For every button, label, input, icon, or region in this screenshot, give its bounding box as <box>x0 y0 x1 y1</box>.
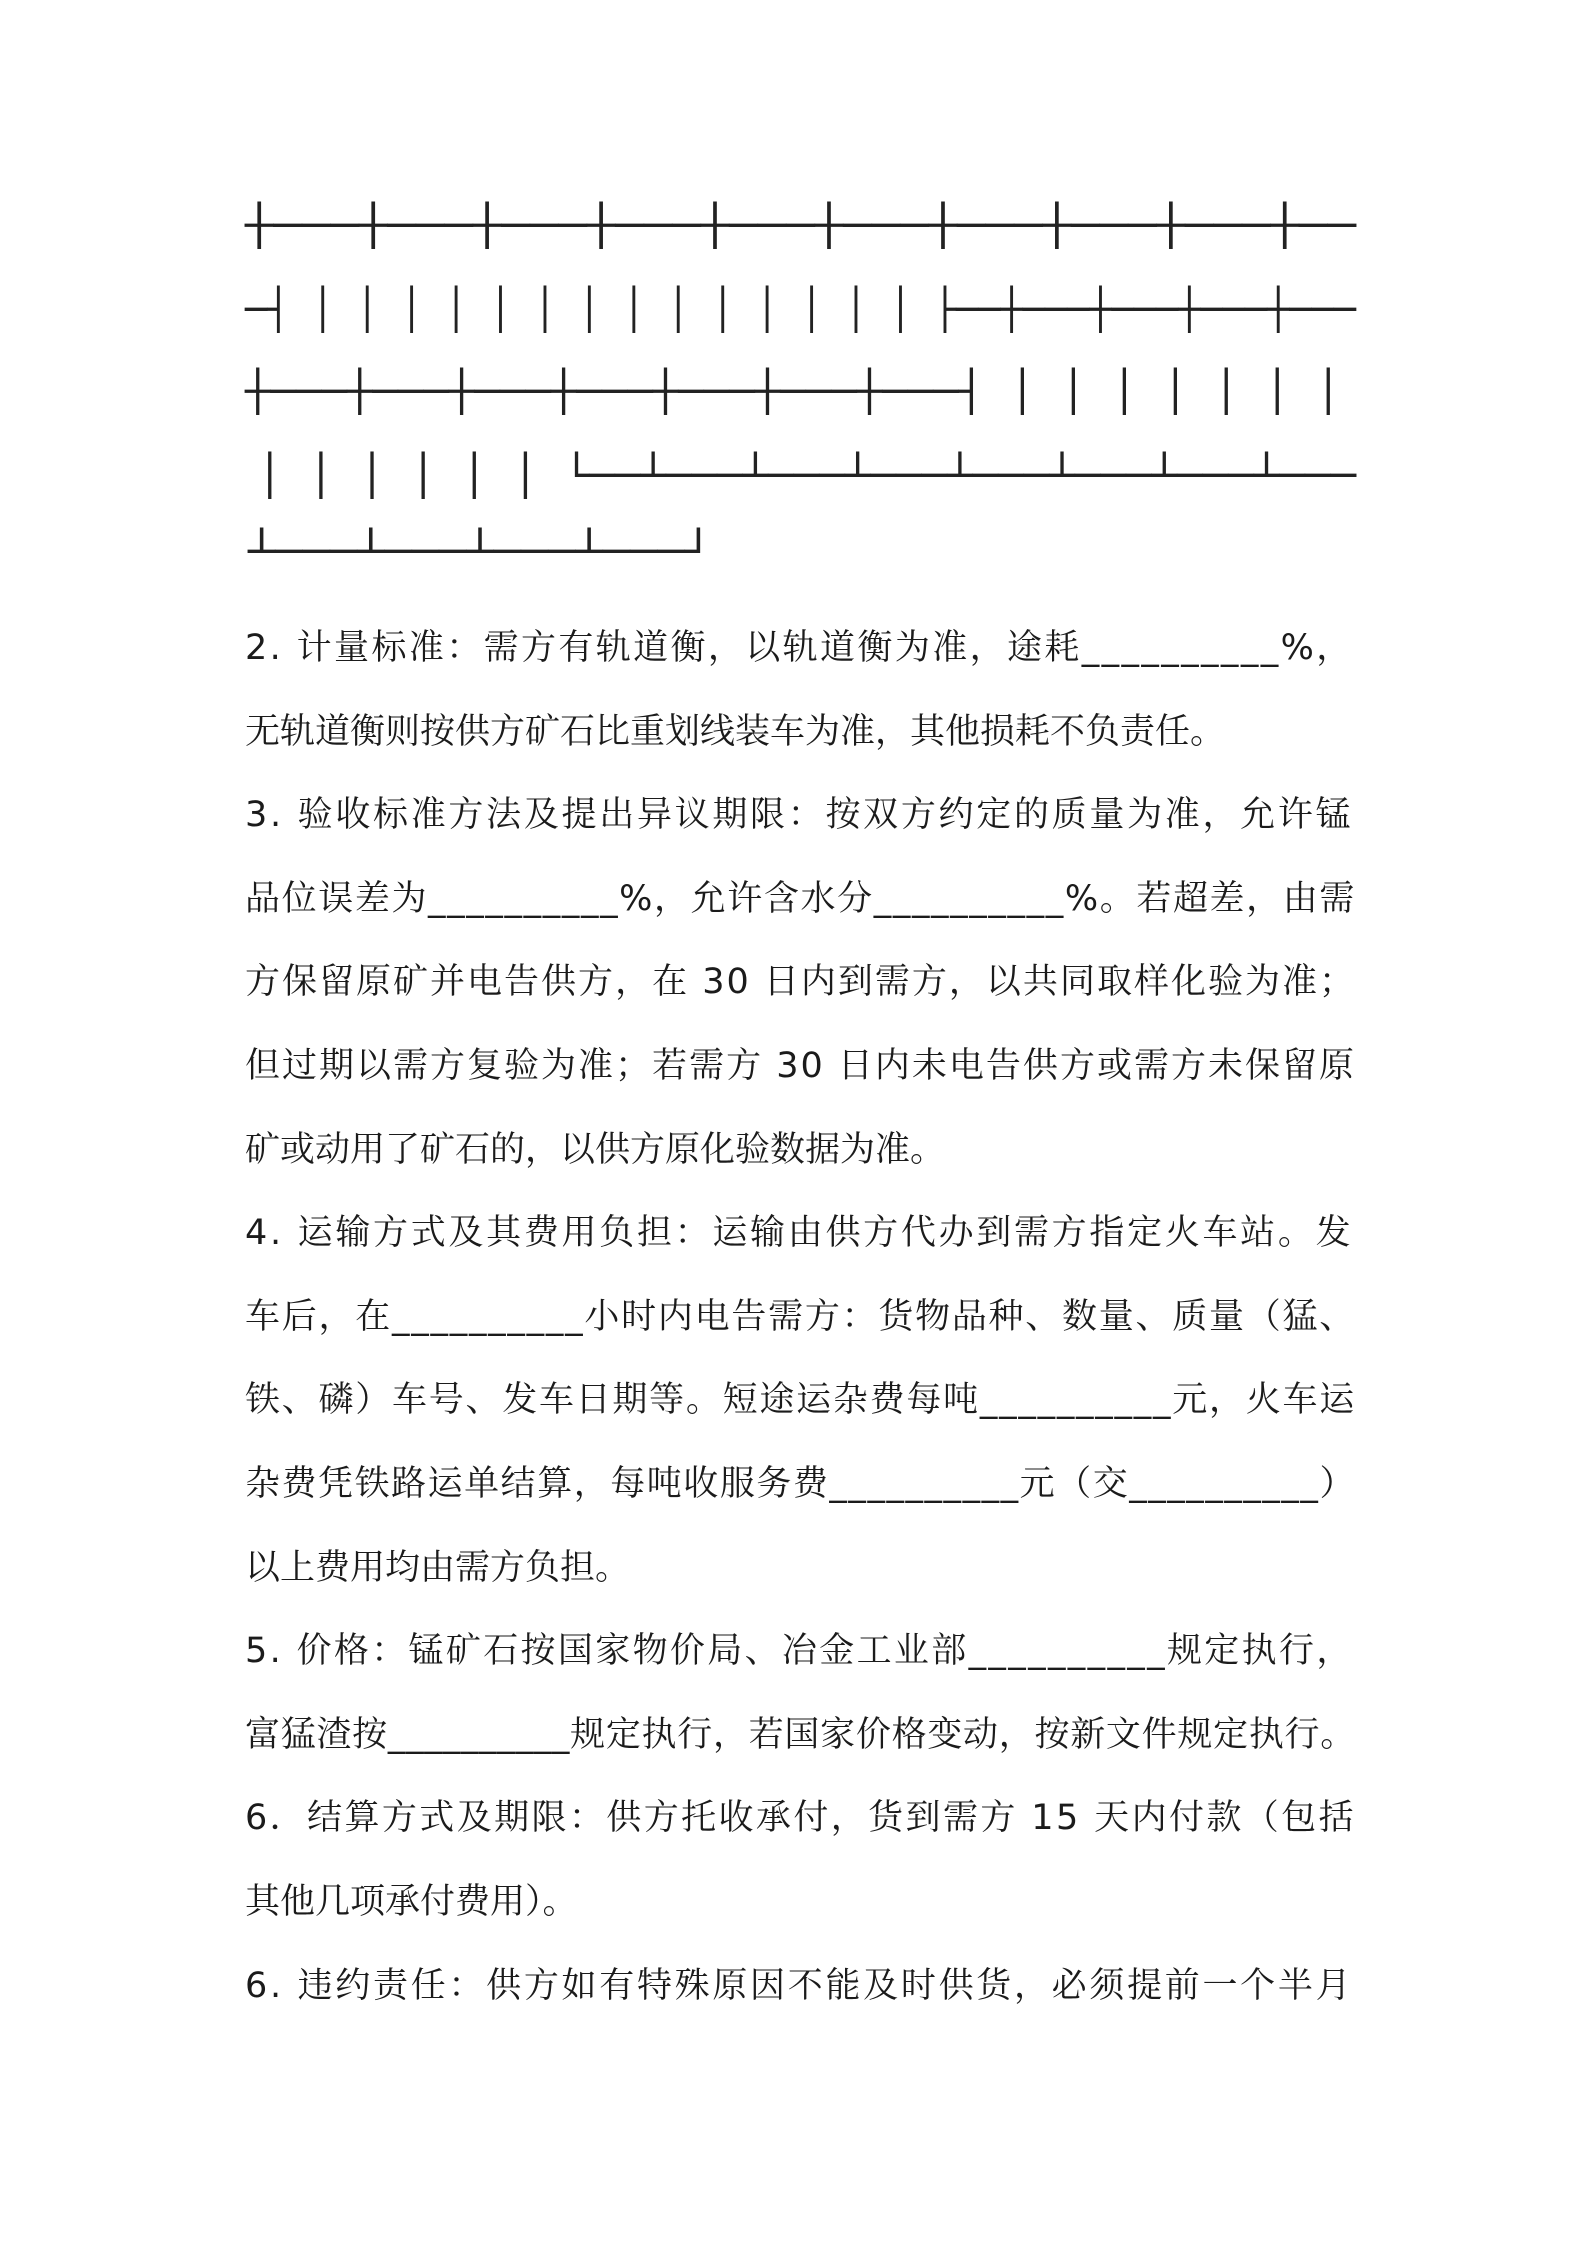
clause-4-line <box>245 1527 1356 1611</box>
table-border-glyphs: ─┤ │ │ │ │ │ │ │ │ │ │ │ │ │ │ ├──┼───┼───┼───┼─── <box>245 287 1356 333</box>
text-line: 6. 违约责任：供方如有特殊原因不能及时供货，必须提前一个半月 <box>245 1965 1354 2006</box>
text-line: 以上费用均由需方负担。 <box>245 1547 631 1588</box>
text-line: 铁、磷）车号、发车日期等。短途运杂费每吨__________元，火车运 <box>245 1380 1356 1421</box>
clause-3-line <box>245 858 1356 942</box>
table-border-glyphs: │ │ │ │ │ │ └──┴───┴───┴───┴───┴───┴───┴─── <box>257 453 1356 499</box>
text-line: 车后，在__________小时内电告需方：货物品种、数量、质量（猛、 <box>245 1296 1356 1337</box>
text-line: 方保留原矿并电告供方，在 30 日内到需方，以共同取样化验为准； <box>245 962 1356 1003</box>
text-line: 4. 运输方式及其费用负担：运输由供方代办到需方指定火车站。发 <box>245 1213 1354 1254</box>
clause-3-line <box>245 774 1356 858</box>
clause-4-line <box>245 1192 1356 1276</box>
clause-4-line <box>245 1443 1356 1527</box>
clause-6-settlement-line <box>245 1861 1356 1945</box>
clause-3-line <box>245 1109 1356 1193</box>
clause-4-line <box>245 1276 1356 1360</box>
table-border-row <box>257 452 1356 500</box>
text-line: 6．结算方式及期限：供方托收承付，货到需方 15 天内付款（包括 <box>245 1798 1356 1839</box>
text-line: 2. 计量标准：需方有轨道衡，以轨道衡为准，途耗__________%， <box>245 628 1354 668</box>
text-line: 5. 价格：锰矿石按国家物价局、冶金工业部__________规定执行， <box>245 1631 1354 1672</box>
text-line: 但过期以需方复验为准；若需方 30 日内未电告供方或需方未保留原 <box>245 1045 1356 1086</box>
table-border-row <box>248 528 712 576</box>
clause-2-line <box>245 607 1356 691</box>
table-border-glyphs: ┼───┼───┼───┼───┼───┼───┼───┼───┼───┼── <box>245 203 1356 249</box>
table-border-row <box>245 368 1341 416</box>
text-line: 品位误差为__________%，允许含水分__________%。若超差，由需 <box>245 878 1356 919</box>
clause-5-line <box>245 1610 1356 1694</box>
clause-3-line <box>245 1025 1356 1109</box>
text-line: 其他几项承付费用）。 <box>245 1881 578 1922</box>
text-line: 无轨道衡则按供方矿石比重划线装车为准，其他损耗不负责任。 <box>245 711 1226 752</box>
table-border-row <box>245 202 1356 250</box>
contract-body-text <box>245 607 1356 2028</box>
clause-5-line <box>245 1694 1356 1778</box>
table-border-glyphs: ┴───┴───┴───┴───┘ <box>248 529 712 575</box>
clause-6-liability-line <box>245 1945 1356 2029</box>
clause-3-line <box>245 941 1356 1025</box>
text-line: 矿或动用了矿石的，以供方原化验数据为准。 <box>245 1129 946 1170</box>
table-border-glyphs: ┼───┼───┼───┼───┼───┼───┼───┤ │ │ │ │ │ │ │ <box>245 369 1341 415</box>
clause-4-line <box>245 1359 1356 1443</box>
text-line: 富猛渣按__________规定执行，若国家价格变动，按新文件规定执行。 <box>245 1714 1356 1755</box>
text-line: 3. 验收标准方法及提出异议期限：按双方约定的质量为准，允许锰 <box>245 795 1354 836</box>
table-border-row <box>245 286 1356 334</box>
text-line: 杂费凭铁路运单结算，每吨收服务费__________元（交__________） <box>245 1463 1356 1504</box>
clause-2-line <box>245 691 1356 775</box>
clause-6-settlement-line <box>245 1777 1356 1861</box>
